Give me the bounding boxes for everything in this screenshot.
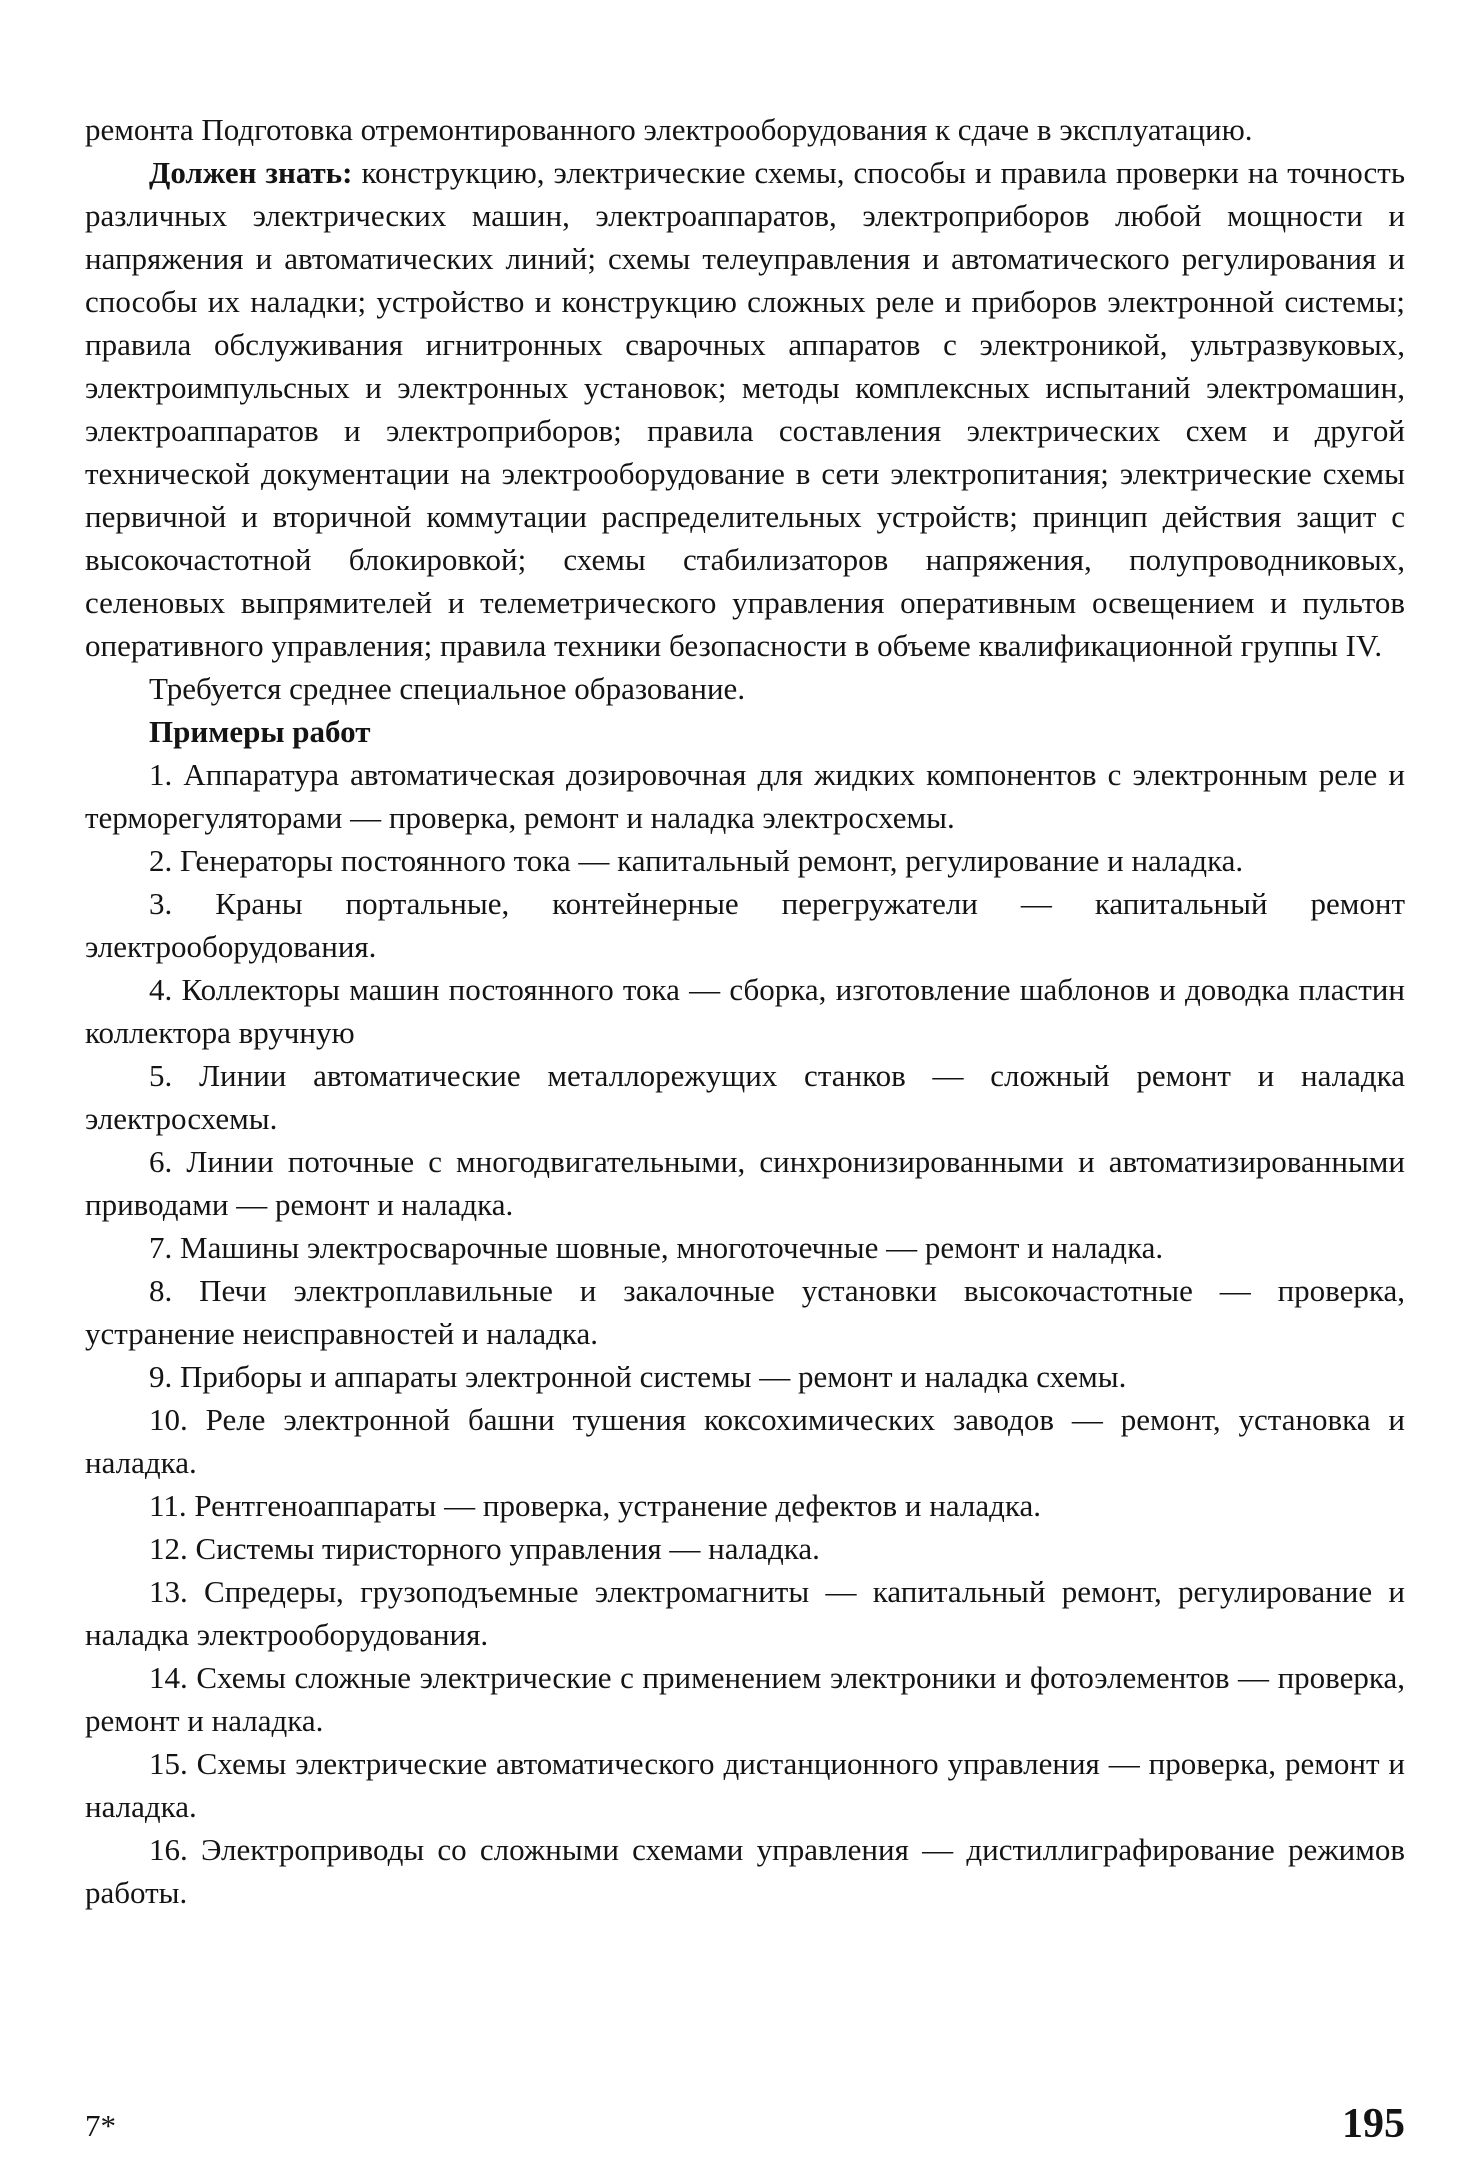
signature-mark: 7* <box>85 2108 116 2143</box>
example-item: 4. Коллекторы машин постоянного тока — сборка, изготовление шаблонов и доводка пластин коллектора вручную <box>85 972 1405 1050</box>
example-item: 13. Спредеры, грузоподъемные электромагниты — капитальный ремонт, регулирование и наладка электрооборудования. <box>85 1574 1405 1652</box>
example-item: 14. Схемы сложные электрические с применением электроники и фотоэлементов — проверка, ремонт и наладка. <box>85 1660 1405 1738</box>
knowledge-text: конструкцию, электрические схемы, способы и правила проверки на точность различных электрических машин, электроаппаратов, электроприборов любой мощности и напряжения и автоматических линий; схемы телеуправления и автоматического регулирования и способы их наладки; устройство и конструкцию сложных реле и приборов электронной системы; правила обслуживания игнитронных сварочных аппаратов с электроникой, ультразвуковых, электроимпульсных и электронных установок; методы комплексных испытаний электромашин, электроаппаратов и электроприборов; правила составления электрических схем и другой технической документации на электрооборудование в сети электропитания; электрические схемы первичной и вторичной коммутации распределительных устройств; принцип действия защит с высокочастотной блокировкой; схемы стабилизаторов напряжения, полупроводниковых, селеновых выпрямителей и телеметрического управления оперативным освещением и пультов оперативного управления; правила техники безопасности в объеме квалификационной группы IV. <box>85 155 1405 663</box>
example-item: 8. Печи электроплавильные и закалочные установки высокочастотные — проверка, устранение неисправностей и наладка. <box>85 1273 1405 1351</box>
example-item: 9. Приборы и аппараты электронной системы — ремонт и наладка схемы. <box>149 1359 1127 1394</box>
intro-paragraph: ремонта Подготовка отремонтированного электрооборудования к сдаче в эксплуатацию. <box>85 112 1253 147</box>
example-item: 2. Генераторы постоянного тока — капитальный ремонт, регулирование и наладка. <box>149 843 1244 878</box>
example-item: 15. Схемы электрические автоматического дистанционного управления — проверка, ремонт и наладка. <box>85 1746 1405 1824</box>
page-body <box>85 108 1405 1914</box>
example-item: 3. Краны портальные, контейнерные перегружатели — капитальный ремонт электрооборудования. <box>85 886 1405 964</box>
example-item: 10. Реле электронной башни тушения коксохимических заводов — ремонт, установка и наладка. <box>85 1402 1405 1480</box>
example-item: 6. Линии поточные с многодвигательными, синхронизированными и автоматизированными приводами — ремонт и наладка. <box>85 1144 1405 1222</box>
example-item: 11. Рентгеноаппараты — проверка, устранение дефектов и наладка. <box>149 1488 1041 1523</box>
knowledge-paragraph <box>85 151 1405 667</box>
examples-heading: Примеры работ <box>149 714 371 749</box>
education-paragraph: Требуется среднее специальное образование. <box>149 671 746 706</box>
example-item: 16. Электроприводы со сложными схемами управления — дистиллиграфирование режимов работы. <box>85 1832 1405 1910</box>
example-item: 12. Системы тиристорного управления — наладка. <box>149 1531 820 1566</box>
example-item: 1. Аппаратура автоматическая дозировочная для жидких компонентов с электронным реле и терморегуляторами — проверка, ремонт и наладка электросхемы. <box>85 757 1405 835</box>
page-number: 195 <box>1342 2101 1405 2147</box>
example-item: 5. Линии автоматические металлорежущих станков — сложный ремонт и наладка электросхемы. <box>85 1058 1405 1136</box>
knowledge-label: Должен знать: <box>149 155 353 190</box>
example-item: 7. Машины электросварочные шовные, многоточечные — ремонт и наладка. <box>149 1230 1164 1265</box>
